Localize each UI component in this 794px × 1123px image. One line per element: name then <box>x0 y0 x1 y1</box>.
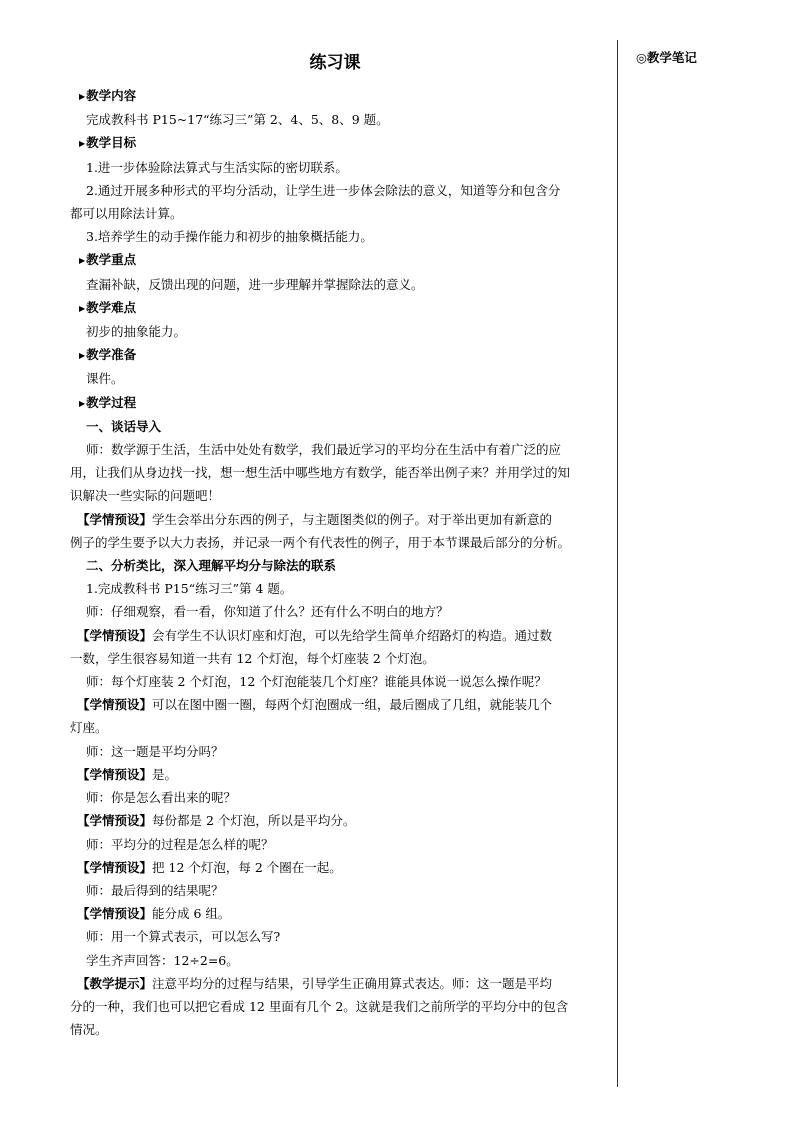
triangle-bullet-icon: ▶ <box>79 256 86 266</box>
triangle-bullet-icon: ▶ <box>79 351 86 361</box>
text-line: 1.完成教科书 P15“练习三”第 4 题。 <box>86 581 293 597</box>
annotation-tag: 【学情预设】 <box>77 766 153 782</box>
text-line: 课件。 <box>86 371 124 387</box>
annotation-tag: 【学情预设】 <box>77 697 153 713</box>
annotation-text: 会有学生不认识灯座和灯泡，可以先给学生简单介绍路灯的构造。通过数 <box>152 627 553 643</box>
text-line: 识解决一些实际的问题吧！ <box>70 488 221 504</box>
text-line: 师：这一题是平均分吗？ <box>86 743 224 759</box>
annotated-paragraph <box>77 856 611 879</box>
annotation-tag: 【学情预设】 <box>77 627 153 643</box>
section-heading <box>79 248 611 272</box>
column-divider <box>617 40 618 1087</box>
text-line: 师：最后得到的结果呢？ <box>86 882 224 898</box>
subsection-heading: 一、谈话导入 <box>86 418 162 434</box>
annotated-paragraph <box>77 508 611 531</box>
text-line: 完成教科书 P15~17“练习三”第 2、4、5、8、9 题。 <box>86 112 389 128</box>
section-heading <box>79 131 611 155</box>
text-line: 师：每个灯座装 2 个灯泡，12 个灯泡能装几个灯座？谁能具体说一说怎么操作呢？ <box>86 674 547 690</box>
teaching-notes-title: ◎教学笔记 <box>636 50 697 65</box>
text-line: 师：数学源于生活，生活中处处有数学，我们最近学习的平均分在生活中有着广泛的应 <box>86 442 562 458</box>
annotation-text: 注意平均分的过程与结果，引导学生正确用算式表达。师：这一题是平均 <box>152 975 553 991</box>
text-line: 师：用一个算式表示，可以怎么写? <box>86 929 281 945</box>
section-heading-text: 教学难点 <box>86 299 137 315</box>
annotation-text: 学生会举出分东西的例子，与主题图类似的例子。对于举出更加有新意的 <box>152 511 553 527</box>
text-line: 例子的学生要予以大力表扬，并记录一两个有代表性的例子，用于本节课最后部分的分析。 <box>70 534 571 550</box>
annotation-tag: 【学情预设】 <box>77 511 153 527</box>
text-line: 灯座。 <box>70 720 108 736</box>
annotation-tag: 【学情预设】 <box>77 906 153 922</box>
section-heading-text: 教学过程 <box>86 394 137 410</box>
text-line: 师：平均分的过程是怎么样的呢？ <box>86 836 274 852</box>
annotation-tag: 【学情预设】 <box>77 859 153 875</box>
text-line: 都可以用除法计算。 <box>70 206 183 222</box>
lesson-content <box>70 84 611 1041</box>
annotation-text: 是。 <box>152 766 178 782</box>
section-heading-text: 教学内容 <box>86 88 137 103</box>
text-line: 分的一种，我们也可以把它看成 12 里面有几个 2。这就是我们之前所学的平均分中的包含 <box>70 998 569 1014</box>
text-line: 2.通过开展多种形式的平均分活动，让学生进一步体会除法的意义，知道等分和包含分 <box>86 182 561 198</box>
text-line: 师：你是怎么看出来的呢？ <box>86 790 237 806</box>
text-line: 查漏补缺，反馈出现的问题，进一步理解并掌握除法的意义。 <box>86 276 424 292</box>
triangle-bullet-icon: ▶ <box>79 139 86 149</box>
page-title: 练习课 <box>309 53 361 73</box>
text-line: 3.培养学生的动手操作能力和初步的抽象概括能力。 <box>86 229 373 245</box>
annotated-paragraph <box>77 972 611 995</box>
text-line: 一数，学生很容易知道一共有 12 个灯泡，每个灯座装 2 个灯泡。 <box>70 650 435 666</box>
text-line: 情况。 <box>70 1022 108 1038</box>
text-line: 学生齐声回答：12÷2=6。 <box>86 952 239 968</box>
section-heading <box>79 296 611 320</box>
annotated-paragraph <box>77 809 611 832</box>
annotated-paragraph <box>77 763 611 786</box>
annotated-paragraph <box>77 693 611 716</box>
subsection-heading: 二、分析类比，深入理解平均分与除法的联系 <box>86 558 337 574</box>
triangle-bullet-icon: ▶ <box>79 398 86 408</box>
text-line: 师：仔细观察，看一看，你知道了什么？还有什么不明白的地方？ <box>86 604 449 620</box>
section-heading <box>79 343 611 367</box>
annotation-text: 每份都是 2 个灯泡，所以是平均分。 <box>152 813 356 829</box>
section-heading-text: 教学准备 <box>86 347 137 363</box>
annotation-text: 把 12 个灯泡，每 2 个圈在一起。 <box>152 859 342 875</box>
text-line: 初步的抽象能力。 <box>86 324 187 340</box>
text-line: 用，让我们从身边找一找，想一想生活中哪些地方有数学，能否举出例子来？并用学过的知 <box>70 465 571 481</box>
section-heading <box>79 84 611 108</box>
section-heading <box>79 391 611 415</box>
triangle-bullet-icon: ▶ <box>79 92 86 101</box>
annotation-text: 能分成 6 组。 <box>152 906 231 922</box>
section-heading-text: 教学重点 <box>86 252 137 268</box>
annotation-text: 可以在图中圈一圈，每两个灯泡圈成一组，最后圈成了几组，就能装几个 <box>152 697 553 713</box>
text-line: 1.进一步体验除法算式与生活实际的密切联系。 <box>86 159 348 175</box>
annotation-tag: 【学情预设】 <box>77 813 153 829</box>
annotation-tag: 【教学提示】 <box>77 975 153 991</box>
section-heading-text: 教学目标 <box>86 135 137 151</box>
triangle-bullet-icon: ▶ <box>79 303 86 313</box>
annotated-paragraph <box>77 624 611 647</box>
annotated-paragraph <box>77 902 611 925</box>
